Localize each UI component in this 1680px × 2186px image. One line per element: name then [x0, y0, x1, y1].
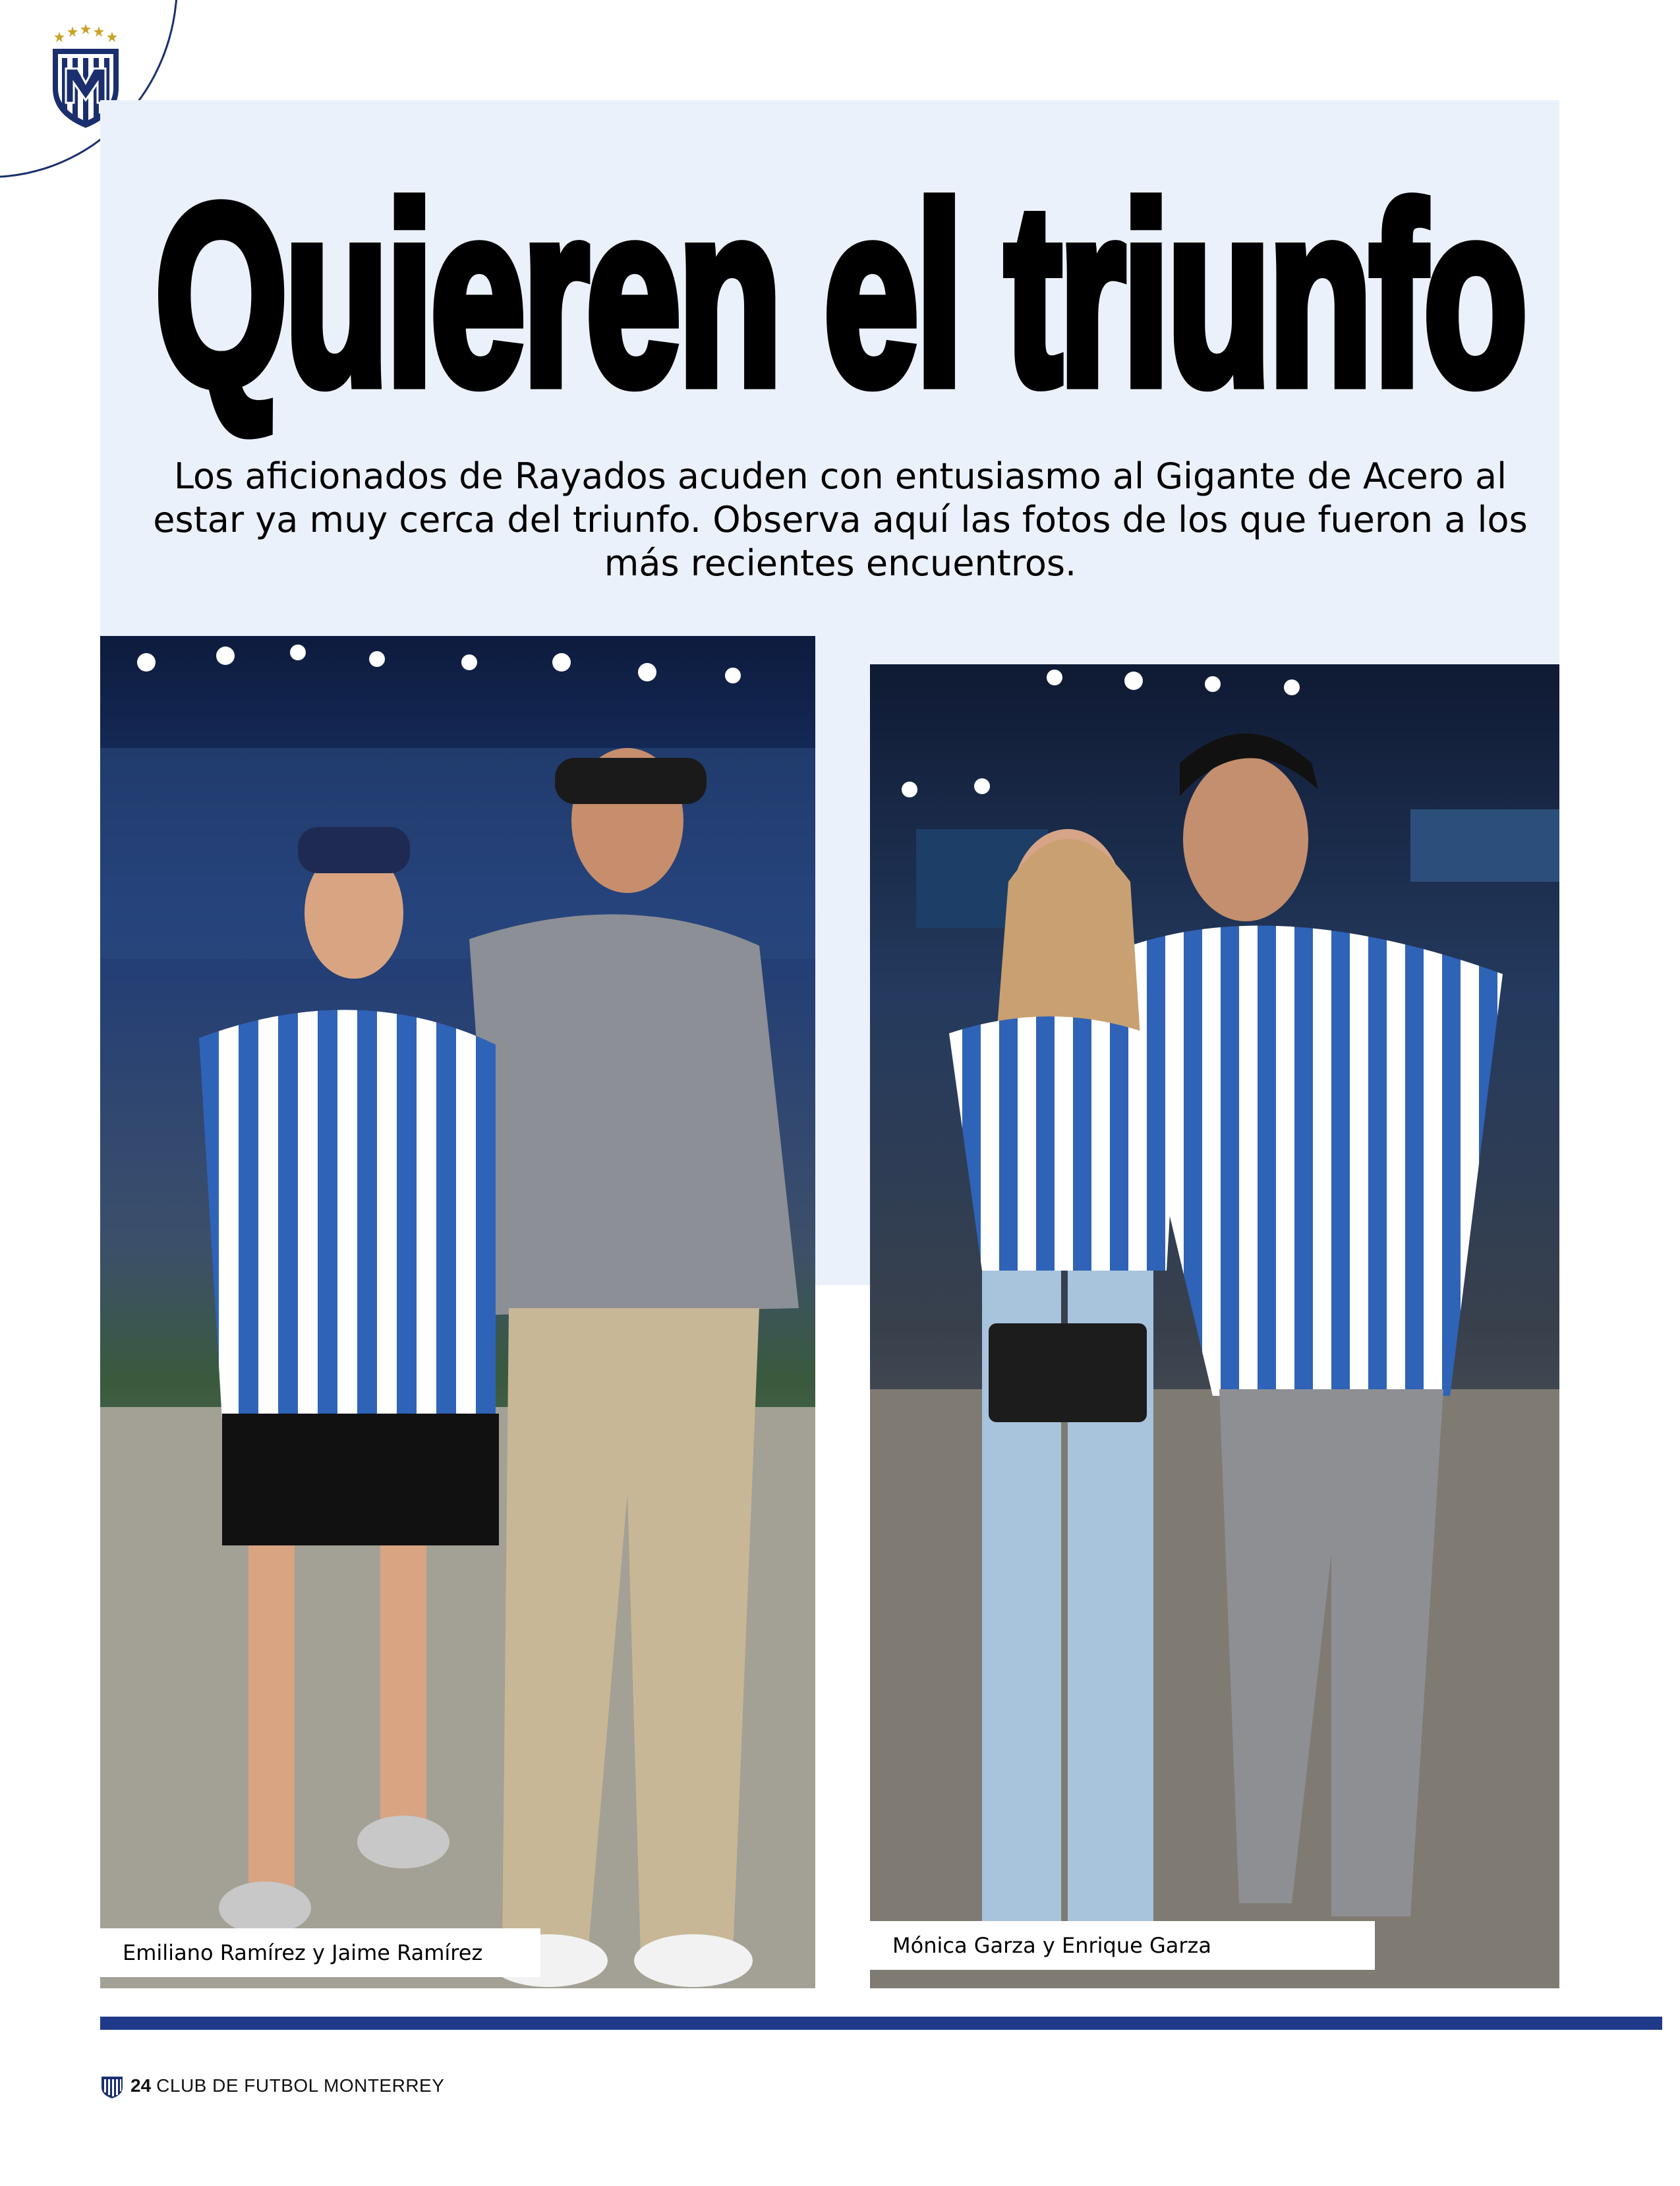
page-footer — [99, 2069, 444, 2102]
article-title: Quieren el triunfo — [155, 152, 1525, 438]
monterrey-crest-small-icon — [99, 2073, 125, 2099]
publication-label: CLUB DE FUTBOL MONTERREY — [156, 2075, 445, 2096]
photo-caption-2: Mónica Garza y Enrique Garza — [870, 1921, 1375, 1970]
bottom-rule — [100, 2017, 1662, 2030]
photo-caption-1: Emiliano Ramírez y Jaime Ramírez — [100, 1928, 540, 1977]
fan-photo-2 — [870, 664, 1559, 1988]
page-number: 24 — [130, 2075, 152, 2096]
article-intro: Los aficionados de Rayados acuden con entusiasmo al Gigante de Acero al estar ya muy cerca del triunfo. Observa aquí las fotos de los que fueron a los más recientes encuentros. — [153, 455, 1528, 584]
fan-photo-1 — [100, 636, 815, 1988]
